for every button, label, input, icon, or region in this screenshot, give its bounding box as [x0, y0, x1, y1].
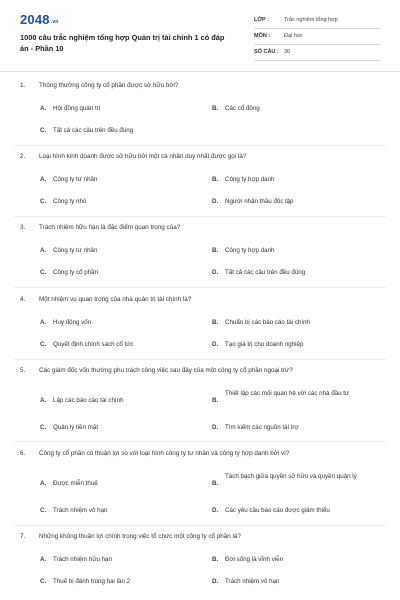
question-number: 6.: [20, 450, 26, 457]
document-title: 1000 câu trắc nghiệm tổng hợp Quản trị tài chính 1 có đáp án - Phần 10: [20, 33, 225, 53]
question-number: 5.: [20, 367, 26, 374]
meta-key: MÔN :: [254, 33, 271, 39]
site-logo[interactable]: [20, 12, 59, 27]
meta-row-count: [254, 46, 380, 61]
meta-value: Đại học: [284, 33, 303, 39]
meta-key: SỐ CÂU :: [254, 49, 279, 55]
divider: [14, 216, 386, 217]
question-text: 3. Trách nhiệm hữu hạn là đặc điểm quan trọng của?: [20, 224, 181, 231]
logo-text: 2048: [20, 12, 50, 27]
divider: [14, 145, 386, 146]
meta-value: Trắc nghiệm tổng hợp: [284, 17, 338, 23]
meta-row-subject: [254, 30, 380, 45]
meta-value: 30: [284, 49, 291, 55]
meta-row-class: [254, 14, 380, 29]
question-number: 7.: [20, 533, 26, 540]
question-number: 1.: [20, 82, 26, 89]
page-header: [0, 0, 400, 72]
question-number: 4.: [20, 296, 26, 303]
meta-key: LỚP :: [254, 17, 269, 23]
question-text: 5. Các giám đốc vốn thường phụ trách công việc sau đây của một công ty cổ phần ngoại trừ?: [20, 367, 293, 374]
question-text: 6. Công ty cổ phần có thuận lợi so với loại hình công ty tư nhân và công ty hợp danh bởi vì?: [20, 450, 290, 457]
divider: [14, 525, 386, 526]
divider: [14, 287, 386, 288]
question-text: 7. Những không thuận lợi chính trong việc tổ chức một công ty cổ phần là?: [20, 533, 241, 540]
divider: [14, 359, 386, 360]
question-number: 2.: [20, 153, 26, 160]
divider: [14, 441, 386, 442]
question-text: 1. Thông thường công ty cổ phần được sở hữu bởi?: [20, 82, 179, 89]
question-text: 2. Loại hình kinh doanh được sở hữu bởi một cá nhân duy nhất được gọi là?: [20, 153, 247, 160]
question-text: 4. Một nhiệm vụ quan trọng của nhà quản trị tài chính là?: [20, 296, 192, 303]
question-number: 3.: [20, 224, 26, 231]
logo-tld: .vn: [50, 19, 59, 25]
